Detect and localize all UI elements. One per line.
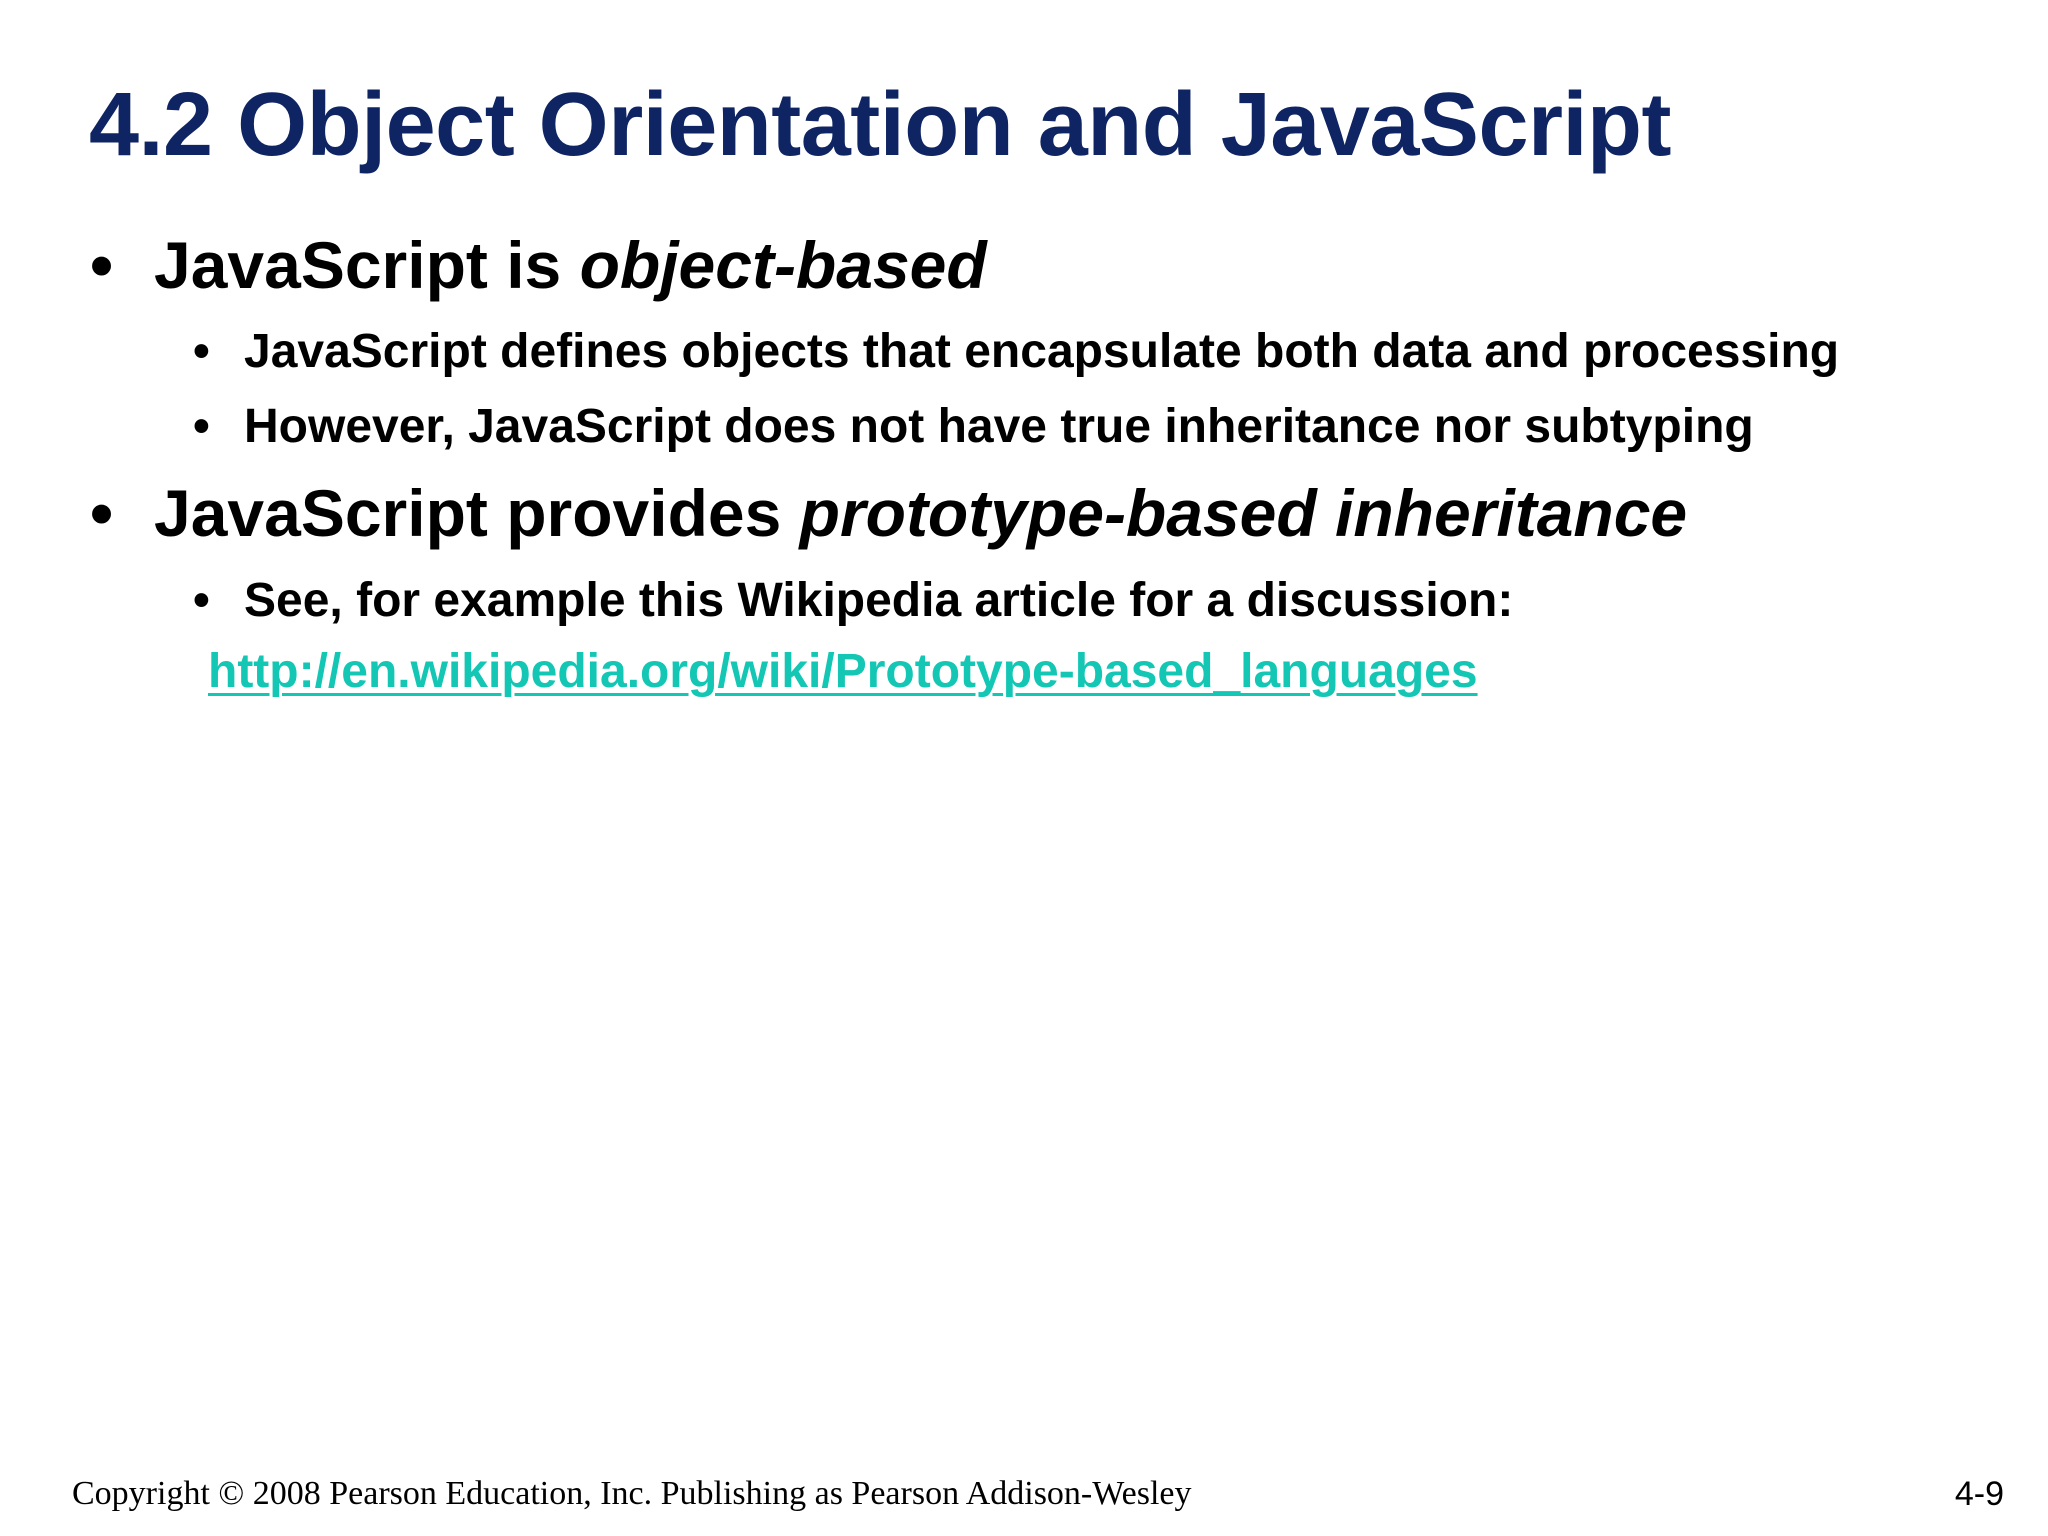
wikipedia-link[interactable]: http://en.wikipedia.org/wiki/Prototype-based_languages: [208, 645, 1478, 698]
bullet-text: [154, 474, 1687, 553]
page-number: 4-9: [1954, 1475, 2004, 1513]
bullet-lead-text: JavaScript is: [154, 228, 580, 302]
bullet-text: [154, 226, 987, 305]
sub-bullet-text: See, for example this Wikipedia article for a discussion:: [244, 574, 1514, 627]
bullet-dot: •: [90, 228, 114, 302]
bullet-lead-text: JavaScript provides: [154, 476, 800, 550]
copyright-notice: Copyright © 2008 Pearson Education, Inc. Publishing as Pearson Addison-Wesley: [72, 1475, 1192, 1512]
sub-bullet-text: However, JavaScript does not have true inheritance nor subtyping: [244, 400, 1754, 453]
bullet-emphasis: object-based: [579, 228, 987, 302]
bullet-dot: •: [193, 325, 210, 378]
bullet-dot: •: [193, 400, 210, 453]
bullet-dot: •: [90, 476, 114, 550]
bullet-emphasis: prototype-based inheritance: [799, 476, 1688, 550]
slide-title: 4.2 Object Orientation and JavaScript: [89, 75, 1671, 175]
sub-bullet-text: JavaScript defines objects that encapsulate both data and processing: [244, 325, 1840, 378]
bullet-dot: •: [193, 574, 210, 627]
